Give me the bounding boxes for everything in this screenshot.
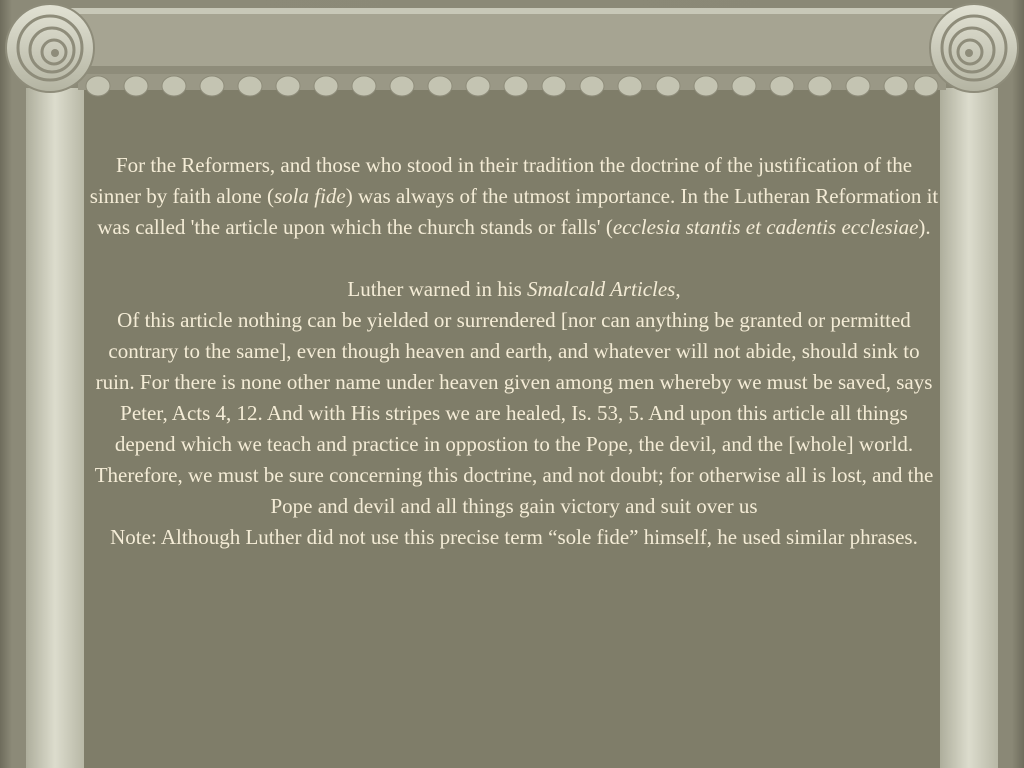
- egg-and-dart-molding: [78, 74, 946, 96]
- smalcald-articles-title: Smalcald Articles: [527, 277, 676, 301]
- luther-quote: Of this article nothing can be yielded or surrendered [nor can anything be granted or permitted contrary to the same], even though heaven and earth, and whatever will not abide, should sink to ruin. For there is none other name under heaven given among men whereby we must be saved, says Peter, Acts 4, 12. And with His stripes we are healed, Is. 53, 5. And upon this article all things depend which we teach and practice in oppostion to the Pope, the devil, and the [whole] world. Therefore, we must be sure concerning this doctrine, and not doubt; for otherwise all is lost, and the Pope and devil and all things gain victory and suit over us: [94, 308, 934, 518]
- intro-paragraph: [88, 150, 940, 243]
- paragraph-spacer: [88, 243, 940, 274]
- luther-intro-comma: ,: [675, 277, 681, 301]
- intro-text-b: ) was always of the utmost importance. In the Lutheran Reformation it was called 'the article upon which the church stands or falls' (: [97, 184, 939, 239]
- note-text: Note: Although Luther did not use this precise term “sole fide” himself, he used similar phrases.: [110, 525, 918, 549]
- left-column-shaft: [26, 88, 84, 768]
- intro-text-c: ).: [918, 215, 931, 239]
- sola-fide-term: sola fide: [274, 184, 346, 208]
- latin-phrase: ecclesia stantis et cadentis ecclesiae: [612, 215, 919, 239]
- right-volute: [930, 4, 1018, 92]
- luther-intro: [88, 274, 940, 305]
- left-volute: [6, 4, 94, 92]
- slide-text: [88, 150, 940, 553]
- right-column-shaft: [940, 88, 998, 768]
- luther-intro-text: Luther warned in his: [347, 277, 528, 301]
- intro-text-a: For the Reformers, and those who stood in their tradition the doctrine of the justification of the sinner by faith alone (: [89, 153, 913, 208]
- capital-band: [40, 8, 984, 72]
